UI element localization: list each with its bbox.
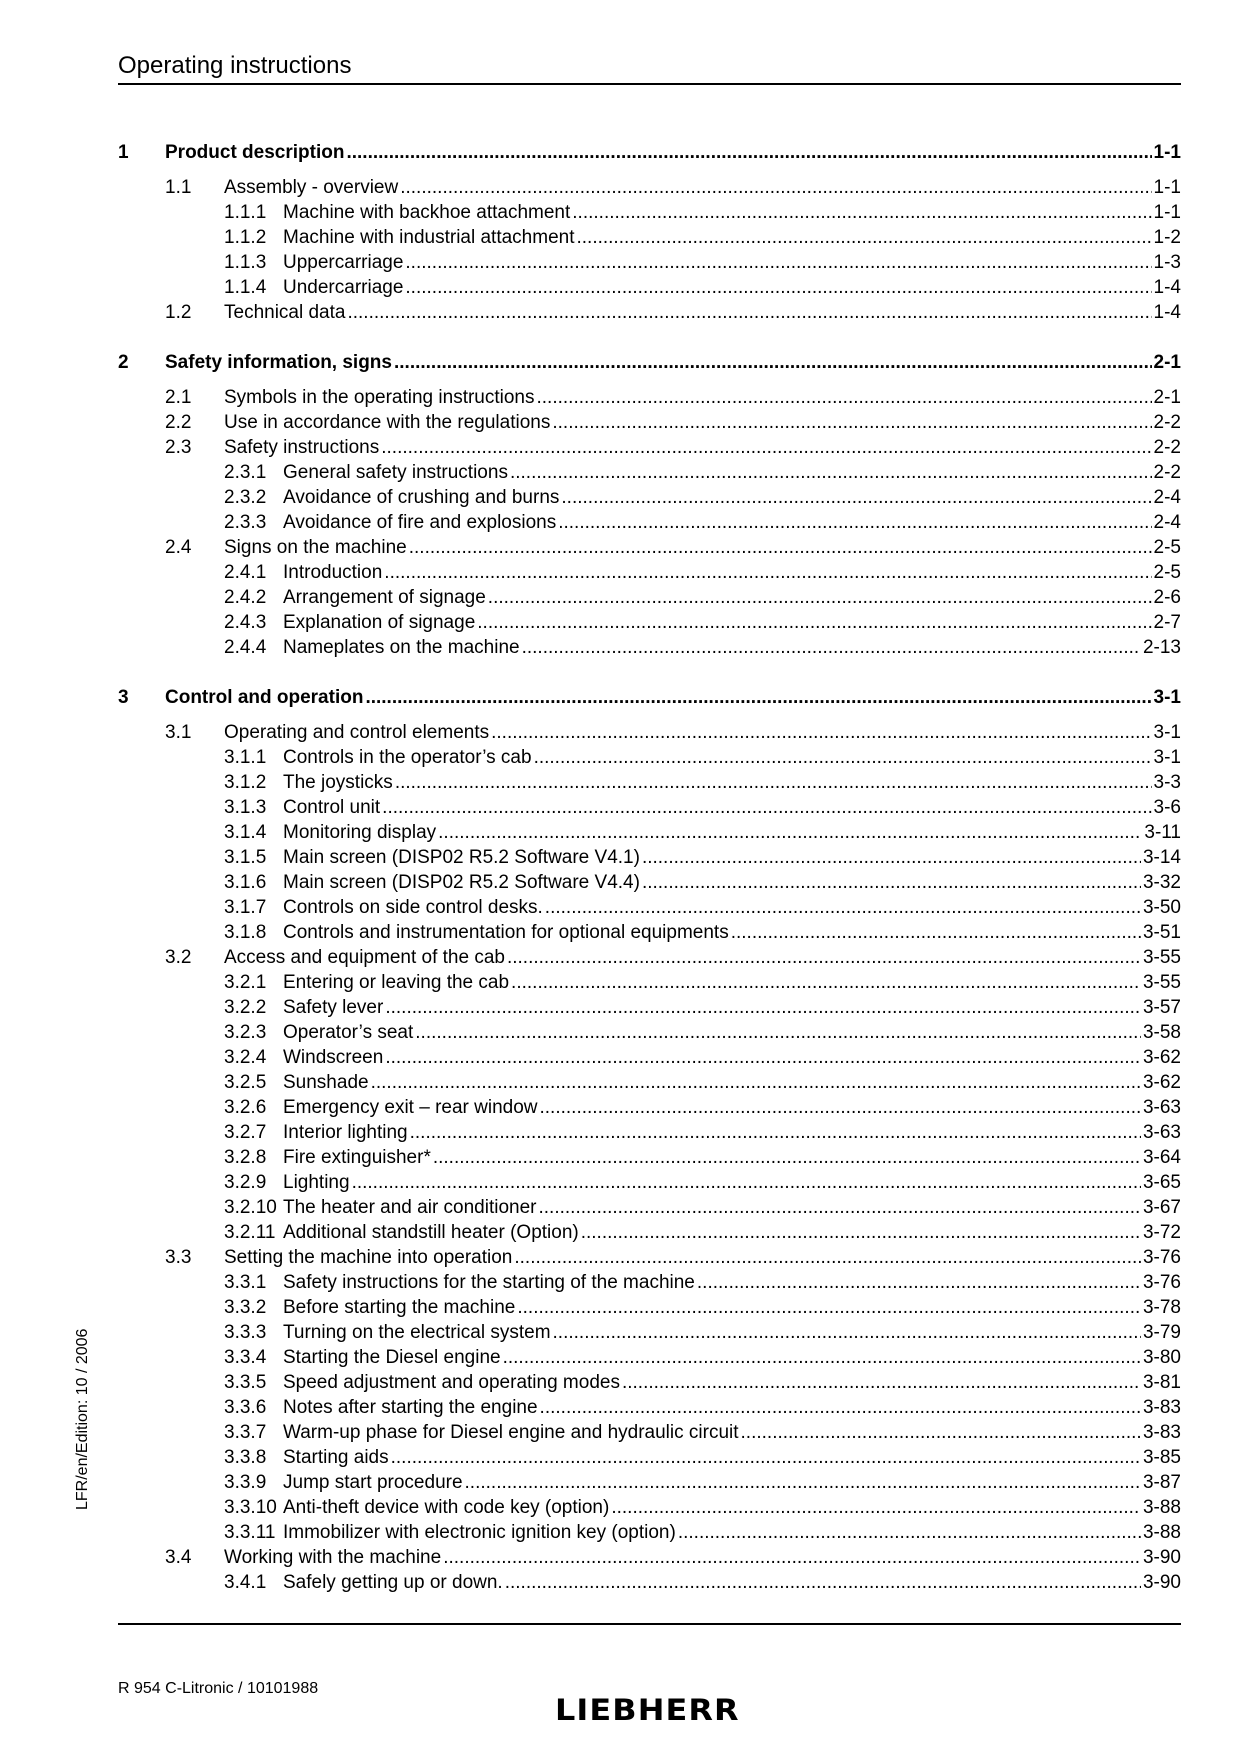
toc-entry-page: 3-1	[1153, 687, 1181, 708]
toc-entry-number: 2.1	[165, 387, 192, 408]
dot-leader	[517, 1295, 1141, 1320]
toc-entry-number: 3.2.10	[224, 1197, 277, 1218]
toc-entry-number: 3.1.7	[224, 897, 267, 918]
toc-entry-number: 3.2.3	[224, 1022, 267, 1043]
toc-entry-page: 3-57	[1142, 997, 1181, 1018]
toc-entry-title: Use in accordance with the regulations	[224, 412, 551, 433]
toc-entry-page: 3-64	[1142, 1147, 1181, 1168]
toc-entry-title: Assembly - overview	[224, 177, 399, 198]
dot-leader	[545, 895, 1141, 920]
toc-entry-title: Operator’s seat	[283, 1022, 414, 1043]
toc-subsection-row	[118, 1270, 1181, 1295]
toc-entry-number: 2.2	[165, 412, 192, 433]
toc-entry-number: 1.1.2	[224, 227, 267, 248]
dot-leader	[465, 1470, 1141, 1495]
dot-leader	[371, 1070, 1141, 1095]
edition-side-text: LFR/en/Edition: 10 / 2006	[74, 1328, 91, 1510]
toc-entry-title: Avoidance of crushing and burns	[283, 487, 560, 508]
toc-section-row	[118, 1245, 1181, 1270]
toc-entry-title: Safety information, signs	[165, 352, 392, 373]
toc-chapter-row	[118, 685, 1181, 710]
toc-entry-page: 2-2	[1153, 462, 1181, 483]
toc-subsection-row	[118, 795, 1181, 820]
toc-section-row	[118, 720, 1181, 745]
toc-entry-title: Safety instructions	[224, 437, 380, 458]
toc-entry-number: 3.3.11	[224, 1522, 276, 1543]
toc-entry-page: 3-58	[1142, 1022, 1181, 1043]
dot-leader	[491, 720, 1151, 745]
dot-leader	[534, 745, 1152, 770]
footer-rule	[118, 1623, 1181, 1625]
toc-entry-number: 3.3.2	[224, 1297, 267, 1318]
toc-entry-page: 1-1	[1153, 142, 1181, 163]
toc-entry-page: 3-72	[1142, 1222, 1181, 1243]
toc-entry-number: 1.1.1	[224, 202, 267, 223]
toc-entry-number: 2.3	[165, 437, 192, 458]
toc-entry-page: 3-81	[1142, 1372, 1181, 1393]
toc-entry-number: 2.3.2	[224, 487, 267, 508]
dot-leader	[384, 560, 1151, 585]
dot-leader	[405, 275, 1151, 300]
toc-entry-number: 3.4.1	[224, 1572, 267, 1593]
dot-leader	[385, 995, 1141, 1020]
toc-subsection-row	[118, 970, 1181, 995]
toc-subsection-row	[118, 845, 1181, 870]
toc-entry-title: Control and operation	[165, 687, 364, 708]
toc-subsection-row	[118, 1320, 1181, 1345]
dot-leader	[731, 920, 1141, 945]
toc-entry-title: Control unit	[283, 797, 381, 818]
dot-leader	[409, 535, 1152, 560]
toc-entry-title: General safety instructions	[283, 462, 508, 483]
dot-leader	[443, 1545, 1141, 1570]
dot-leader	[438, 820, 1142, 845]
dot-leader	[552, 410, 1151, 435]
toc-chapter-row	[118, 350, 1181, 375]
toc-entry-page: 3-50	[1142, 897, 1181, 918]
dot-leader	[572, 200, 1151, 225]
toc-section-row	[118, 175, 1181, 200]
toc-entry-number: 3.1.2	[224, 772, 267, 793]
toc-entry-title: Working with the machine	[224, 1547, 442, 1568]
toc-entry-page: 2-4	[1153, 512, 1181, 533]
toc-subsection-row	[118, 1095, 1181, 1120]
toc-entry-number: 2.3.1	[224, 462, 267, 483]
toc-subsection-row	[118, 1495, 1181, 1520]
toc-entry-page: 3-14	[1142, 847, 1181, 868]
toc-entry-number: 3.2.1	[224, 972, 267, 993]
toc-entry-page: 3-88	[1142, 1497, 1181, 1518]
toc-subsection-row	[118, 635, 1181, 660]
toc-entry-number: 3.2	[165, 947, 192, 968]
toc-entry-page: 2-1	[1153, 387, 1181, 408]
toc-entry-page: 3-90	[1142, 1572, 1181, 1593]
toc-section-row	[118, 1545, 1181, 1570]
toc-entry-title: Controls and instrumentation for optional equipments	[283, 922, 729, 943]
toc-entry-title: Notes after starting the engine	[283, 1397, 538, 1418]
toc-entry-number: 2	[118, 352, 129, 373]
toc-entry-page: 2-2	[1153, 412, 1181, 433]
toc-entry-number: 3.3.10	[224, 1497, 277, 1518]
toc-entry-page: 3-62	[1142, 1047, 1181, 1068]
toc-entry-page: 3-51	[1142, 922, 1181, 943]
toc-entry-number: 2.4.4	[224, 637, 267, 658]
dot-leader	[561, 485, 1151, 510]
toc-entry-page: 3-83	[1142, 1422, 1181, 1443]
toc-entry-number: 3.3.8	[224, 1447, 267, 1468]
toc-entry-page: 3-67	[1142, 1197, 1181, 1218]
toc-entry-page: 3-80	[1142, 1347, 1181, 1368]
toc-entry-title: Windscreen	[283, 1047, 384, 1068]
toc-entry-number: 3	[118, 687, 129, 708]
toc-entry-title: Emergency exit – rear window	[283, 1097, 538, 1118]
toc-entry-title: Introduction	[283, 562, 383, 583]
toc-section-row	[118, 385, 1181, 410]
toc-entry-title: The joysticks	[283, 772, 393, 793]
toc-entry-title: Before starting the machine	[283, 1297, 516, 1318]
toc-entry-page: 3-87	[1142, 1472, 1181, 1493]
dot-leader	[514, 1245, 1141, 1270]
toc-subsection-row	[118, 1570, 1181, 1595]
toc-entry-title: Operating and control elements	[224, 722, 490, 743]
dot-leader	[352, 1170, 1141, 1195]
toc-subsection-row	[118, 1395, 1181, 1420]
toc-entry-title: Technical data	[224, 302, 346, 323]
toc-entry-title: Starting aids	[283, 1447, 389, 1468]
dot-leader	[385, 1045, 1141, 1070]
dot-leader	[488, 585, 1152, 610]
dot-leader	[415, 1020, 1141, 1045]
toc-section-row	[118, 535, 1181, 560]
toc-entry-page: 3-63	[1142, 1097, 1181, 1118]
toc-subsection-row	[118, 1070, 1181, 1095]
toc-entry-page: 3-11	[1144, 822, 1181, 843]
toc-entry-page: 3-32	[1142, 872, 1181, 893]
toc-entry-number: 3.2.2	[224, 997, 267, 1018]
toc-entry-number: 3.4	[165, 1547, 192, 1568]
toc-subsection-row	[118, 870, 1181, 895]
toc-entry-number: 3.3.5	[224, 1372, 267, 1393]
toc-entry-title: Undercarriage	[283, 277, 404, 298]
toc-subsection-row	[118, 770, 1181, 795]
toc-entry-page: 3-62	[1142, 1072, 1181, 1093]
toc-entry-number: 2.4.1	[224, 562, 267, 583]
toc-entry-title: Jump start procedure	[283, 1472, 463, 1493]
toc-entry-title: Access and equipment of the cab	[224, 947, 505, 968]
toc-subsection-row	[118, 1295, 1181, 1320]
toc-entry-number: 2.3.3	[224, 512, 267, 533]
toc-entry-page: 2-1	[1153, 352, 1181, 373]
toc-entry-number: 3.3.9	[224, 1472, 267, 1493]
dot-leader	[611, 1495, 1141, 1520]
toc-chapter-row	[118, 140, 1181, 165]
toc-entry-title: Anti-theft device with code key (option)	[283, 1497, 610, 1518]
toc-subsection-row	[118, 610, 1181, 635]
liebherr-logo: LIEBHERR	[555, 1693, 740, 1727]
toc-entry-title: Avoidance of fire and explosions	[283, 512, 557, 533]
toc-entry-title: Symbols in the operating instructions	[224, 387, 535, 408]
toc-subsection-row	[118, 995, 1181, 1020]
dot-leader	[678, 1520, 1141, 1545]
toc-entry-page: 3-1	[1153, 747, 1181, 768]
toc-entry-title: Setting the machine into operation	[224, 1247, 513, 1268]
dot-leader	[540, 1095, 1141, 1120]
dot-leader	[642, 870, 1141, 895]
toc-entry-page: 1-2	[1153, 227, 1181, 248]
toc-entry-number: 3.2.11	[224, 1222, 276, 1243]
toc-subsection-row	[118, 1470, 1181, 1495]
toc-subsection-row	[118, 1195, 1181, 1220]
dot-leader	[576, 225, 1151, 250]
page-header-title: Operating instructions	[118, 52, 352, 79]
toc-entry-page: 3-76	[1142, 1272, 1181, 1293]
toc-entry-number: 3.2.7	[224, 1122, 267, 1143]
toc-entry-number: 3.3	[165, 1247, 192, 1268]
dot-leader	[511, 970, 1141, 995]
dot-leader	[510, 460, 1152, 485]
toc-subsection-row	[118, 225, 1181, 250]
dot-leader	[410, 1120, 1141, 1145]
dot-leader	[395, 770, 1152, 795]
toc-entry-number: 3.2.6	[224, 1097, 267, 1118]
toc-entry-title: Immobilizer with electronic ignition key (option)	[283, 1522, 676, 1543]
toc-subsection-row	[118, 1020, 1181, 1045]
toc-entry-number: 2.4.2	[224, 587, 267, 608]
toc-entry-title: Main screen (DISP02 R5.2 Software V4.1)	[283, 847, 640, 868]
dot-leader	[622, 1370, 1141, 1395]
toc-entry-number: 3.1.4	[224, 822, 267, 843]
toc-entry-number: 3.3.3	[224, 1322, 267, 1343]
toc-entry-number: 3.2.5	[224, 1072, 267, 1093]
footer-doc-id: R 954 C-Litronic / 10101988	[118, 1680, 319, 1697]
dot-leader	[581, 1220, 1141, 1245]
toc-subsection-row	[118, 745, 1181, 770]
dot-leader	[741, 1420, 1141, 1445]
toc-entry-title: Interior lighting	[283, 1122, 408, 1143]
toc-subsection-row	[118, 200, 1181, 225]
toc-entry-title: Arrangement of signage	[283, 587, 486, 608]
dot-leader	[505, 1570, 1141, 1595]
toc-entry-title: Sunshade	[283, 1072, 369, 1093]
toc-subsection-row	[118, 1120, 1181, 1145]
toc-entry-number: 1.2	[165, 302, 192, 323]
dot-leader	[540, 1395, 1141, 1420]
toc-entry-page: 3-3	[1153, 772, 1181, 793]
dot-leader	[642, 845, 1141, 870]
toc-entry-title: Controls on side control desks.	[283, 897, 543, 918]
toc-subsection-row	[118, 585, 1181, 610]
toc-subsection-row	[118, 1520, 1181, 1545]
toc-entry-page: 3-76	[1142, 1247, 1181, 1268]
toc-subsection-row	[118, 1170, 1181, 1195]
toc-subsection-row	[118, 1420, 1181, 1445]
toc-entry-number: 3.1.3	[224, 797, 267, 818]
toc-entry-page: 1-4	[1153, 302, 1181, 323]
toc-entry-page: 1-3	[1153, 252, 1181, 273]
toc-entry-title: Main screen (DISP02 R5.2 Software V4.4)	[283, 872, 640, 893]
toc-entry-number: 1.1	[165, 177, 192, 198]
dot-leader	[507, 945, 1141, 970]
toc-entry-page: 3-6	[1153, 797, 1181, 818]
toc-section-row	[118, 945, 1181, 970]
toc-entry-number: 3.3.7	[224, 1422, 267, 1443]
toc-entry-title: Additional standstill heater (Option)	[283, 1222, 579, 1243]
toc-entry-page: 1-1	[1153, 177, 1181, 198]
toc-entry-title: Machine with industrial attachment	[283, 227, 575, 248]
toc-entry-title: Safely getting up or down.	[283, 1572, 503, 1593]
toc-entry-page: 2-2	[1153, 437, 1181, 458]
toc-entry-number: 3.2.8	[224, 1147, 267, 1168]
dot-leader	[697, 1270, 1141, 1295]
dot-leader	[558, 510, 1151, 535]
toc-entry-page: 2-5	[1153, 537, 1181, 558]
toc-entry-title: Speed adjustment and operating modes	[283, 1372, 620, 1393]
toc-entry-page: 2-6	[1153, 587, 1181, 608]
toc-entry-page: 3-85	[1142, 1447, 1181, 1468]
toc-entry-number: 2.4	[165, 537, 192, 558]
toc-subsection-row	[118, 485, 1181, 510]
toc-entry-page: 3-78	[1142, 1297, 1181, 1318]
dot-leader	[503, 1345, 1141, 1370]
toc-entry-title: Monitoring display	[283, 822, 437, 843]
toc-entry-title: Lighting	[283, 1172, 350, 1193]
toc-entry-page: 3-90	[1142, 1547, 1181, 1568]
dot-leader	[365, 685, 1151, 710]
toc-entry-page: 3-65	[1142, 1172, 1181, 1193]
toc-entry-title: Entering or leaving the cab	[283, 972, 510, 993]
toc-entry-number: 3.1.5	[224, 847, 267, 868]
toc-subsection-row	[118, 1220, 1181, 1245]
toc-entry-title: Fire extinguisher*	[283, 1147, 431, 1168]
dot-leader	[391, 1445, 1141, 1470]
toc-section-row	[118, 410, 1181, 435]
toc-entry-number: 3.3.1	[224, 1272, 267, 1293]
toc-entry-title: Signs on the machine	[224, 537, 407, 558]
toc-entry-page: 2-7	[1153, 612, 1181, 633]
dot-leader	[347, 300, 1151, 325]
toc-entry-page: 3-79	[1142, 1322, 1181, 1343]
toc-entry-page: 1-1	[1153, 202, 1181, 223]
dot-leader	[346, 140, 1151, 165]
toc-subsection-row	[118, 1370, 1181, 1395]
toc-entry-number: 3.2.4	[224, 1047, 267, 1068]
toc-entry-page: 3-88	[1142, 1522, 1181, 1543]
toc-entry-title: Warm-up phase for Diesel engine and hydraulic circuit	[283, 1422, 739, 1443]
toc-entry-title: The heater and air conditioner	[283, 1197, 537, 1218]
toc-section-row	[118, 435, 1181, 460]
dot-leader	[477, 610, 1151, 635]
dot-leader	[400, 175, 1151, 200]
toc-entry-number: 2.4.3	[224, 612, 267, 633]
toc-entry-title: Explanation of signage	[283, 612, 476, 633]
toc-subsection-row	[118, 510, 1181, 535]
toc-entry-number: 3.1.8	[224, 922, 267, 943]
toc-subsection-row	[118, 560, 1181, 585]
toc-entry-number: 3.1	[165, 722, 192, 743]
toc-entry-title: Controls in the operator’s cab	[283, 747, 532, 768]
toc-entry-number: 3.1.6	[224, 872, 267, 893]
toc-entry-title: Machine with backhoe attachment	[283, 202, 571, 223]
dot-leader	[382, 795, 1151, 820]
dot-leader	[539, 1195, 1141, 1220]
dot-leader	[381, 435, 1151, 460]
toc-subsection-row	[118, 275, 1181, 300]
toc-subsection-row	[118, 1345, 1181, 1370]
toc-entry-title: Safety instructions for the starting of the machine	[283, 1272, 695, 1293]
table-of-contents	[118, 140, 1181, 1595]
toc-entry-page: 2-13	[1142, 637, 1181, 658]
toc-subsection-row	[118, 460, 1181, 485]
toc-subsection-row	[118, 1445, 1181, 1470]
toc-entry-page: 2-4	[1153, 487, 1181, 508]
toc-entry-number: 3.3.4	[224, 1347, 267, 1368]
dot-leader	[553, 1320, 1141, 1345]
toc-entry-title: Nameplates on the machine	[283, 637, 520, 658]
toc-entry-number: 3.1.1	[224, 747, 267, 768]
dot-leader	[405, 250, 1151, 275]
toc-subsection-row	[118, 820, 1181, 845]
toc-entry-title: Safety lever	[283, 997, 384, 1018]
toc-entry-title: Starting the Diesel engine	[283, 1347, 501, 1368]
dot-leader	[537, 385, 1152, 410]
toc-entry-title: Product description	[165, 142, 345, 163]
dot-leader	[394, 350, 1152, 375]
toc-entry-page: 1-4	[1153, 277, 1181, 298]
dot-leader	[433, 1145, 1141, 1170]
toc-subsection-row	[118, 895, 1181, 920]
toc-entry-number: 1.1.4	[224, 277, 267, 298]
toc-entry-number: 3.3.6	[224, 1397, 267, 1418]
dot-leader	[522, 635, 1141, 660]
toc-entry-title: Turning on the electrical system	[283, 1322, 551, 1343]
toc-section-row	[118, 300, 1181, 325]
toc-entry-number: 3.2.9	[224, 1172, 267, 1193]
toc-entry-title: Uppercarriage	[283, 252, 404, 273]
toc-subsection-row	[118, 1145, 1181, 1170]
toc-entry-number: 1.1.3	[224, 252, 267, 273]
toc-entry-page: 2-5	[1153, 562, 1181, 583]
toc-entry-page: 3-55	[1142, 972, 1181, 993]
toc-entry-page: 3-1	[1153, 722, 1181, 743]
toc-subsection-row	[118, 250, 1181, 275]
toc-entry-page: 3-55	[1142, 947, 1181, 968]
toc-subsection-row	[118, 1045, 1181, 1070]
toc-entry-page: 3-83	[1142, 1397, 1181, 1418]
toc-entry-number: 1	[118, 142, 129, 163]
toc-entry-page: 3-63	[1142, 1122, 1181, 1143]
toc-subsection-row	[118, 920, 1181, 945]
header-rule	[118, 83, 1181, 85]
